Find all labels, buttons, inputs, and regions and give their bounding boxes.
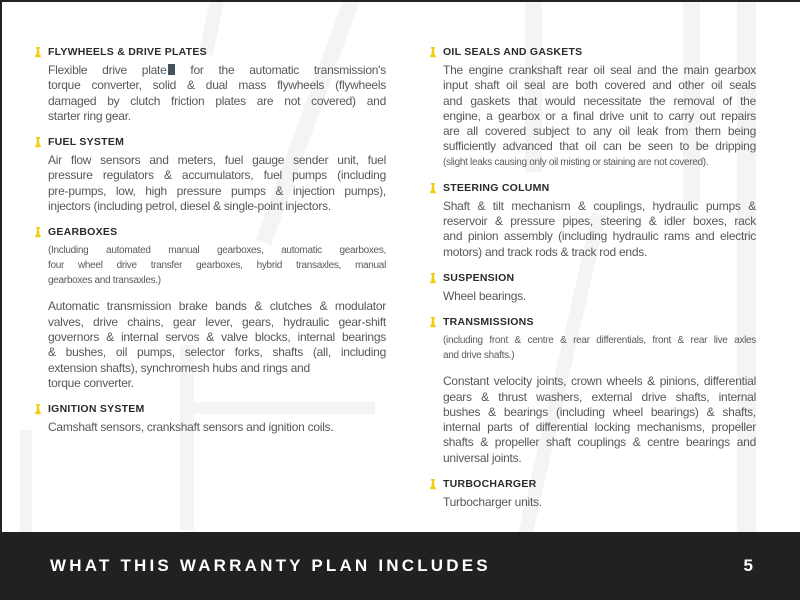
- body-line: Flexible drive plate for the automatic transmission's: [48, 63, 386, 77]
- body-line: internal parts of differential locking mechanisms, propeller: [443, 420, 756, 435]
- text-cursor-artifact: [168, 64, 175, 75]
- beacon-marker-icon: [429, 183, 437, 194]
- section-header: [48, 226, 386, 239]
- body-line: injectors (including petrol, diesel & single-point injectors.: [48, 199, 331, 214]
- body-line: are all covered subject to any oil leak from them being: [443, 124, 756, 139]
- body-paragraph: [443, 495, 756, 510]
- body-paragraph: [443, 199, 756, 260]
- warranty-section: [48, 46, 386, 124]
- body-line: starter ring gear.: [48, 108, 131, 123]
- body-line: reservoir & pressure pipes, steering & idler boxes, rack: [443, 214, 756, 229]
- page-top-border: [0, 0, 800, 2]
- beacon-marker-icon: [34, 137, 42, 148]
- body-paragraph: [48, 299, 386, 391]
- body-line: (slight leaks causing only oil misting or staining are not covered).: [443, 156, 709, 168]
- body-line: bushes & bearings (including wheel bearings) & shafts,: [443, 404, 756, 419]
- left-column: [48, 46, 386, 447]
- body-line: input shaft oil seal are both covered and other oil seals: [443, 78, 756, 93]
- section-body: [48, 243, 386, 391]
- section-body: [443, 495, 756, 510]
- body-line: torque converter, solid & dual mass flywheels (flywheels: [48, 78, 386, 93]
- warranty-section: [443, 478, 756, 510]
- body-line: and pinion assembly (including hydraulic rams and electric: [443, 229, 756, 244]
- section-header: [48, 403, 386, 416]
- warranty-section: [48, 226, 386, 391]
- footer-title: WHAT THIS WARRANTY PLAN INCLUDES: [50, 556, 491, 575]
- small-note-paragraph: [443, 333, 756, 363]
- body-line: & bushes, oil pumps, selector forks, shafts (all, including: [48, 345, 386, 360]
- body-line: valves, drive chains, gear lever, gears, hydraulic gear-shift: [48, 314, 386, 329]
- body-line: Turbocharger units.: [443, 495, 542, 510]
- section-heading: STEERING COLUMN: [443, 181, 550, 194]
- body-line: motors) and track rods & track rod ends.: [443, 244, 648, 259]
- warranty-section: [443, 46, 756, 170]
- footer-bar: [0, 532, 800, 600]
- section-body: [443, 199, 756, 260]
- body-line: engine, a gearbox or a final drive unit to carry out repairs: [443, 108, 756, 123]
- section-heading: GEARBOXES: [48, 226, 118, 239]
- page-left-border: [0, 0, 2, 600]
- small-note-paragraph: [443, 155, 756, 170]
- beacon-marker-icon: [429, 273, 437, 284]
- background-watermark: [20, 430, 32, 532]
- body-line: pressure regulators & accumulators, fuel pumps (including: [48, 168, 386, 183]
- body-paragraph: [48, 420, 386, 435]
- page-number: 5: [743, 556, 753, 575]
- section-heading: FLYWHEELS & DRIVE PLATES: [48, 46, 207, 58]
- section-body: [48, 420, 386, 435]
- section-heading: SUSPENSION: [443, 271, 515, 284]
- body-line: Constant velocity joints, crown wheels & pinions, differential: [443, 374, 756, 389]
- beacon-marker-icon: [34, 227, 42, 238]
- warranty-section: [443, 272, 756, 304]
- section-heading: IGNITION SYSTEM: [48, 403, 145, 416]
- body-line: torque converter.: [48, 375, 134, 390]
- section-body: [443, 289, 756, 304]
- section-header: [443, 478, 756, 491]
- warranty-section: [48, 136, 386, 214]
- body-line: gearboxes and transaxles.): [48, 275, 161, 287]
- section-heading: TURBOCHARGER: [443, 478, 537, 491]
- warranty-section: [443, 316, 756, 466]
- beacon-marker-icon: [34, 404, 42, 415]
- beacon-marker-icon: [34, 47, 42, 58]
- beacon-marker-icon: [429, 317, 437, 328]
- body-line: universal joints.: [443, 450, 522, 465]
- warranty-section: [443, 182, 756, 260]
- body-paragraph: [443, 289, 756, 304]
- section-body: [443, 333, 756, 466]
- beacon-marker-icon: [429, 47, 437, 58]
- body-line: and gaskets that would necessitate the removal of the: [443, 93, 756, 108]
- body-line: extension shafts), synchromesh hubs and rings and: [48, 360, 310, 375]
- right-column: [443, 46, 756, 522]
- body-line: Wheel bearings.: [443, 288, 526, 303]
- section-header: [443, 182, 756, 195]
- warranty-section: [48, 403, 386, 435]
- body-line: damaged by clutch friction plates are not covered) and: [48, 93, 386, 108]
- body-paragraph: [48, 153, 386, 214]
- body-line: Automatic transmission brake bands & clutches & modulator: [48, 299, 386, 314]
- beacon-marker-icon: [429, 479, 437, 490]
- body-line: Shaft & tilt mechanism & couplings, hydraulic pumps &: [443, 198, 756, 213]
- body-line: and drive shafts.): [443, 350, 515, 362]
- section-header: [48, 46, 386, 59]
- body-paragraph: [443, 63, 756, 155]
- body-line: Air flow sensors and meters, fuel gauge sender unit, fuel: [48, 153, 386, 168]
- body-line: gears & thrust washers, external drive shafts, internal: [443, 389, 756, 404]
- section-heading: FUEL SYSTEM: [48, 136, 125, 149]
- section-body: [48, 63, 386, 124]
- section-heading: OIL SEALS AND GASKETS: [443, 46, 583, 58]
- section-header: [48, 136, 386, 149]
- body-line: pre-pumps, low, high pressure pumps & injection pumps),: [48, 183, 386, 198]
- body-line: (Including automated manual gearboxes, automatic gearboxes,: [48, 245, 386, 257]
- section-body: [48, 153, 386, 214]
- small-note-paragraph: [48, 243, 386, 288]
- body-line: The engine crankshaft rear oil seal and the main gearbox: [443, 63, 756, 77]
- section-header: [443, 272, 756, 285]
- section-body: [443, 63, 756, 170]
- body-line: (including front & centre & rear differentials, front & rear live axles: [443, 335, 756, 347]
- section-header: [443, 46, 756, 59]
- body-paragraph: [443, 374, 756, 466]
- section-heading: TRANSMISSIONS: [443, 316, 534, 329]
- body-line: governors & internal servos & valve blocks, internal bearings: [48, 329, 386, 344]
- body-paragraph: [48, 63, 386, 124]
- body-line: sufficiently advanced that oil can be seen to be dripping: [443, 139, 756, 154]
- section-header: [443, 316, 756, 329]
- body-line: four wheel drive transfer gearboxes, hybrid transaxles, manual: [48, 260, 386, 272]
- body-line: Camshaft sensors, crankshaft sensors and ignition coils.: [48, 420, 334, 435]
- body-line: shafts & propeller shaft couplings & centre bearings and: [443, 435, 756, 450]
